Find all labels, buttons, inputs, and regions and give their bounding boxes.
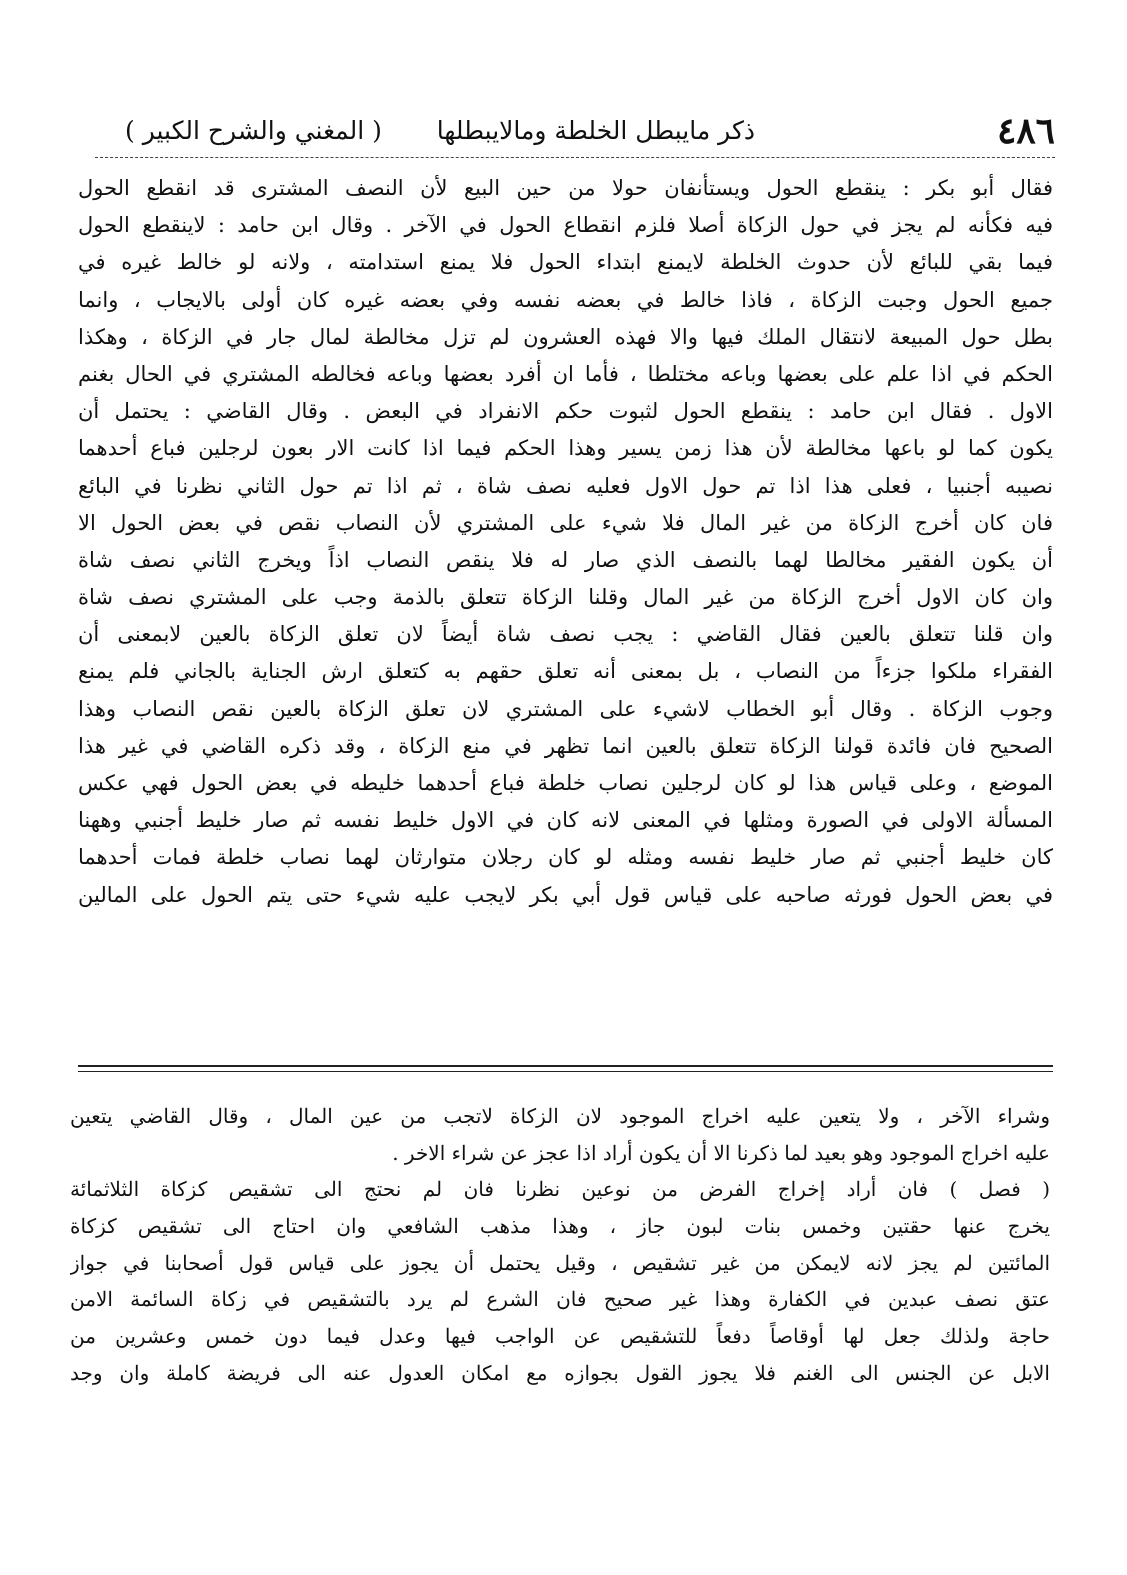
text-line: الموضع ، وعلى قياس هذا لو كان لرجلين نصاب خلطة فباع أحدهما خليطه في بعض الحول فهي عكس bbox=[78, 771, 1053, 795]
text-line: وشراء الآخر ، ولا يتعين عليه اخراج الموجود لان الزكاة لاتجب من عين المال ، وقال القاضي يتعين bbox=[70, 1104, 1050, 1128]
text-line: يخرج عنها حقتين وخمس بنات لبون جاز ، وهذا مذهب الشافعي وان احتاج الى تشقيص كزكاة bbox=[70, 1214, 1050, 1239]
text-line: الحكم في اذا علم على بعضها وباعه مختلطا ، فأما ان أفرد بعضها وباعه فخالطه المشتري في الحال بغنم bbox=[78, 361, 1053, 386]
text-line: وجوب الزكاة . وقال أبو الخطاب لاشيء على المشتري لان تعلق الزكاة بالعين نقص النصاب وهذا bbox=[78, 696, 1053, 721]
book-title: ( المغني والشرح الكبير ) bbox=[125, 116, 382, 145]
text-line: الاول . فقال ابن حامد : ينقطع الحول لثبوت حكم الانفراد في البعض . وقال القاضي : يحتمل أن bbox=[78, 399, 1053, 424]
page-number: ٤٨٦ bbox=[996, 110, 1055, 152]
page-header bbox=[95, 108, 1055, 154]
section-title: ذكر مايبطل الخلطة ومالايبطلها bbox=[436, 116, 755, 145]
text-line: الابل عن الجنس الى الغنم فلا يجوز القول بجوازه مع امكان العدول عنه الى فريضة كاملة وان وجد bbox=[70, 1360, 1050, 1385]
text-line: وان قلنا تتعلق بالعين فقال القاضي : يجب نصف شاة أيضاً لان تعلق الزكاة بالعين لابمعنى أن bbox=[78, 622, 1053, 647]
text-line: الصحيح فان فائدة قولنا الزكاة تتعلق بالعين انما تظهر في منع الزكاة ، وقد ذكره القاضي في غير هذا bbox=[78, 733, 1053, 758]
header-divider bbox=[95, 157, 1055, 158]
text-line: فيما بقي للبائع لأن حدوث الخلطة لايمنع ابتداء الحول فلا يمنع استدامته ، ولانه لو خالط غيره في bbox=[78, 250, 1053, 275]
text-line: كان خليط أجنبي ثم صار خليط نفسه ومثله لو كان رجلان متوارثان لهما نصاب خلطة فمات أحدهما bbox=[78, 845, 1053, 870]
text-line: نصيبه أجنبيا ، فعلى هذا اذا تم حول الاول فعليه نصف شاة ، ثم اذا تم حول الثاني نظرنا في البائع bbox=[78, 473, 1053, 498]
text-line: حاجة ولذلك جعل لها أوقاصاً دفعاً للتشقيص عن الواجب فيها وعدل فيما دون خمس وعشرين من bbox=[70, 1324, 1050, 1349]
text-line: عليه اخراج الموجود وهو بعيد لما ذكرنا الا أن يكون أراد اذا عجز عن شراء الاخر . bbox=[392, 1140, 1050, 1165]
text-line: أن يكون الفقير مخالطا لهما بالنصف الذي صار له فلا ينقص النصاب اذاً ويخرج الثاني نصف شاة bbox=[78, 547, 1053, 572]
text-line: ( فصل ) فان أراد إخراج الفرض من نوعين نظرنا فان لم نحتج الى تشقيص كزكاة الثلاثمائة bbox=[70, 1177, 1050, 1202]
text-line: بطل حول المبيعة لانتقال الملك فيها والا فهذه العشرون لم تزل مخالطة لمال جار في الزكاة ، وهكذا bbox=[78, 324, 1053, 349]
text-line: وان كان الاول أخرج الزكاة من غير المال وقلنا الزكاة تتعلق بالذمة وجب على المشتري نصف شاة bbox=[78, 585, 1053, 610]
text-line: يكون كما لو باعها مخالطة لأن هذا زمن يسير وهذا الحكم فيما اذا كانت الار بعون لرجلين فباع أحدهما bbox=[78, 436, 1053, 461]
text-line: الفقراء ملكوا جزءاً من النصاب ، بل بمعنى أنه تعلق حقهم به كتعلق ارش الجناية بالجاني فلم يمنع bbox=[78, 659, 1053, 684]
main-text-block bbox=[78, 170, 1053, 914]
lower-text-block bbox=[70, 1098, 1050, 1392]
text-line: فقال أبو بكر : ينقطع الحول ويستأنفان حولا من حين البيع لأن النصف المشترى قد انقطع الحول bbox=[78, 176, 1053, 200]
section-divider bbox=[78, 1065, 1053, 1067]
text-line: المسألة الاولى في الصورة ومثلها في المعنى لانه كان في الاول خليط نفسه ثم صار خليط أجنبي وههنا bbox=[78, 808, 1053, 833]
text-line: في بعض الحول فورثه صاحبه على قياس قول أبي بكر لايجب عليه شيء حتى يتم الحول على المالين bbox=[78, 882, 1053, 907]
text-line: فيه فكأنه لم يجز في حول الزكاة أصلا فلزم انقطاع الحول في الآخر . وقال ابن حامد : لاينقطع الحول bbox=[78, 213, 1053, 238]
text-line: فان كان أخرج الزكاة من غير المال فلا شيء على المشتري لأن النصاب نقص في بعض الحول الا bbox=[78, 510, 1053, 535]
section-divider-thin bbox=[78, 1071, 1053, 1072]
text-line: جميع الحول وجبت الزكاة ، فاذا خالط في بعضه نفسه وفي بعضه غيره كان أولى بالايجاب ، وانما bbox=[78, 287, 1053, 312]
text-line: عتق نصف عبدين في الكفارة وهذا غير صحيح فان الشرع لم يرد بالتشقيص في زكاة السائمة الامن bbox=[70, 1287, 1050, 1312]
text-line: المائتين لم يجز لانه لايمكن من غير تشقيص ، وقيل يحتمل أن يجوز على قياس قول أصحابنا في جواز bbox=[70, 1250, 1050, 1275]
